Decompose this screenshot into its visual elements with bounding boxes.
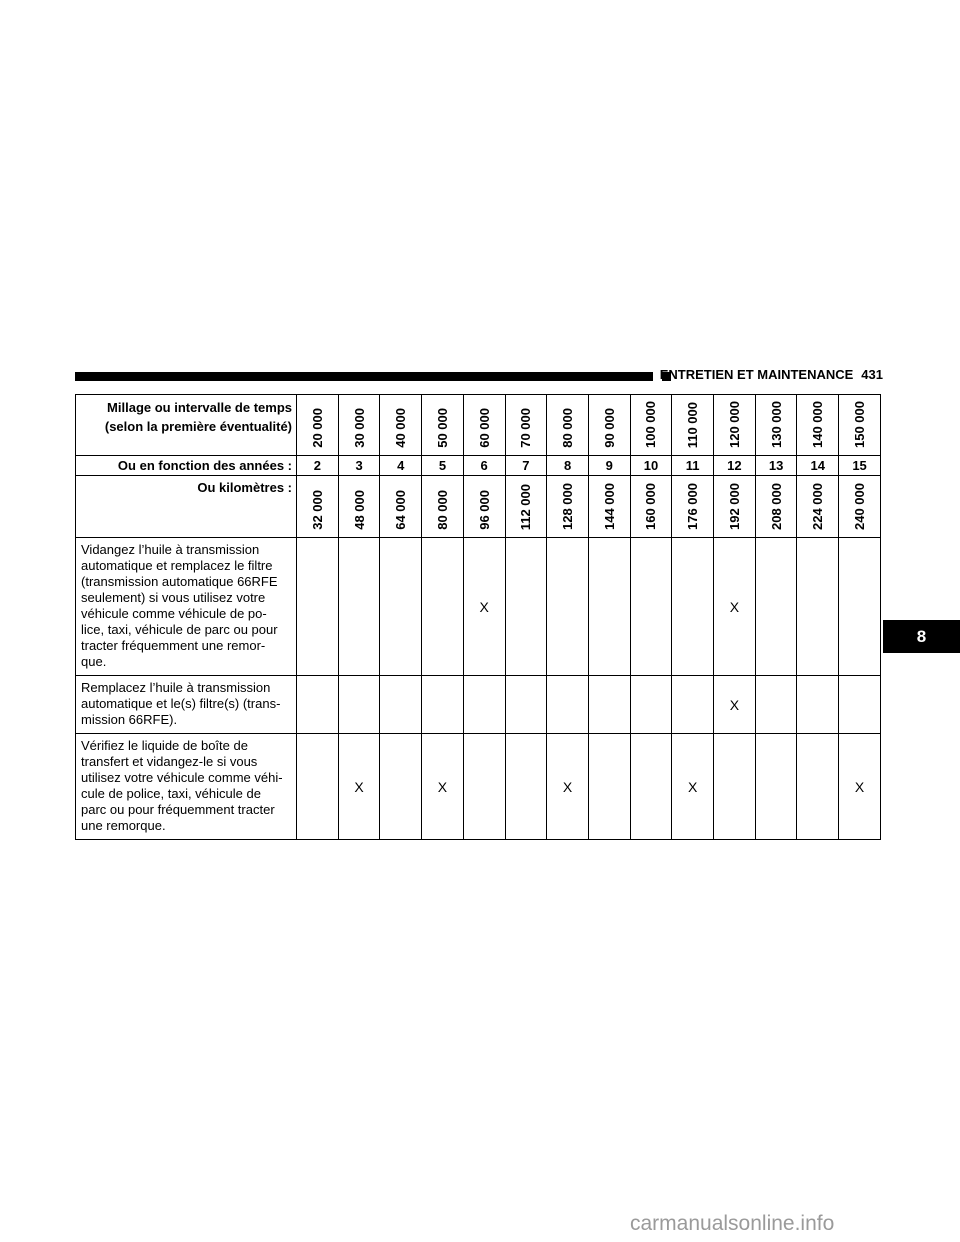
task-line: Vérifiez le liquide de boîte de [81,738,248,753]
years-row [76,456,881,476]
kilometers-cell [380,476,422,538]
mileage-value: 60 000 [476,408,492,448]
task-mark-cell [463,676,505,734]
kilometers-cell [547,476,589,538]
kilometers-cell [839,476,881,538]
task-line: véhicule comme véhicule de po- [81,606,267,621]
task-line: transfert et vidangez-le si vous [81,754,258,769]
task-mark-cell [547,676,589,734]
mileage-value: 90 000 [601,408,617,448]
mileage-value: 50 000 [434,408,450,448]
task-mark-cell [422,676,464,734]
mileage-value: 40 000 [393,408,409,448]
kilometers-value: 112 000 [518,483,534,530]
kilometers-value: 32 000 [309,490,325,530]
task-row [76,734,881,840]
task-mark-cell [630,676,672,734]
task-mark-cell [297,676,339,734]
task-line: Remplacez l’huile à transmission [81,680,271,695]
year-value: 6 [463,456,505,476]
mileage-cell [463,395,505,456]
task-mark-cell [797,538,839,676]
year-value: 13 [755,456,797,476]
kilometers-value: 160 000 [643,483,659,530]
task-line: automatique et remplacez le filtre [81,558,273,573]
mileage-cell [505,395,547,456]
task-mark-cell [797,734,839,840]
task-mark-cell [714,734,756,840]
task-line: seulement) si vous utilisez votre [81,590,266,605]
task-line: (transmission automatique 66RFE [81,574,278,589]
kilometers-value: 192 000 [726,483,742,530]
kilometers-cell [338,476,380,538]
year-value: 9 [588,456,630,476]
task-mark-cell [755,676,797,734]
year-value: 15 [839,456,881,476]
kilometers-value: 208 000 [768,483,784,530]
year-value: 5 [422,456,464,476]
task-mark-cell [672,676,714,734]
task-mark-cell [297,734,339,840]
task-mark-cell [630,734,672,840]
task-line: cule de police, taxi, véhicule de [81,786,261,801]
kilometers-value: 48 000 [351,490,367,530]
task-line: lice, taxi, véhicule de parc ou pour [81,622,278,637]
section-tab[interactable]: 8 [883,620,960,653]
task-mark-cell [755,734,797,840]
mileage-value: 30 000 [351,408,367,448]
mileage-cell [839,395,881,456]
task-mark-cell [547,538,589,676]
task-mark-cell [839,538,881,676]
kilometers-value: 80 000 [434,490,450,530]
mileage-cell [422,395,464,456]
task-description [76,734,297,840]
year-value: 12 [714,456,756,476]
page-header [75,366,883,386]
task-description [76,676,297,734]
kilometers-cell [797,476,839,538]
task-line: utilisez votre véhicule comme véhi- [81,770,283,785]
kilometers-label: Ou kilomètres : [76,476,297,538]
kilometers-value: 240 000 [852,483,868,530]
kilometers-cell [672,476,714,538]
mileage-cell [714,395,756,456]
task-row [76,538,881,676]
mileage-value: 140 000 [810,401,826,448]
year-value: 14 [797,456,839,476]
mileage-value: 120 000 [726,401,742,448]
header-rule [75,372,653,381]
kilometers-cell [463,476,505,538]
year-value: 8 [547,456,589,476]
task-mark-cell: X [672,734,714,840]
task-line: tracter fréquemment une remor- [81,638,266,653]
task-mark-cell: X [714,538,756,676]
year-value: 11 [672,456,714,476]
task-mark-cell [505,538,547,676]
mileage-cell [755,395,797,456]
year-value: 10 [630,456,672,476]
task-mark-cell [463,734,505,840]
kilometers-cell [422,476,464,538]
task-mark-cell [505,734,547,840]
year-value: 4 [380,456,422,476]
task-line: une remorque. [81,818,166,833]
task-line: mission 66RFE). [81,712,178,727]
task-mark-cell: X [839,734,881,840]
task-mark-cell [297,538,339,676]
task-row [76,676,881,734]
mileage-value: 110 000 [685,401,701,448]
task-mark-cell: X [422,734,464,840]
year-value: 2 [297,456,339,476]
task-mark-cell [338,538,380,676]
header-title [660,367,883,382]
kilometers-value: 224 000 [810,483,826,530]
task-line: parc ou pour fréquemment tracter [81,802,275,817]
mileage-value: 80 000 [560,408,576,448]
task-mark-cell [755,538,797,676]
mileage-value: 100 000 [643,401,659,448]
year-value: 3 [338,456,380,476]
mileage-label-line: (selon la première éventualité) [104,419,292,434]
task-mark-cell [588,538,630,676]
page-number: 431 [861,367,883,382]
mileage-cell [547,395,589,456]
kilometers-cell [714,476,756,538]
mileage-cell [672,395,714,456]
mileage-cell [338,395,380,456]
task-mark-cell [588,676,630,734]
section-title: ENTRETIEN ET MAINTENANCE [659,367,854,382]
task-mark-cell: X [463,538,505,676]
kilometers-value: 144 000 [601,483,617,530]
kilometers-row [76,476,881,538]
kilometers-value: 64 000 [393,490,409,530]
task-mark-cell [588,734,630,840]
task-mark-cell [505,676,547,734]
task-mark-cell: X [714,676,756,734]
task-mark-cell [672,538,714,676]
mileage-value: 130 000 [768,401,784,448]
kilometers-cell [755,476,797,538]
kilometers-value: 176 000 [685,483,701,530]
task-mark-cell [797,676,839,734]
kilometers-cell [505,476,547,538]
task-line: automatique et le(s) filtre(s) (trans- [81,696,281,711]
task-mark-cell [338,676,380,734]
kilometers-cell [630,476,672,538]
mileage-row [76,395,881,456]
task-mark-cell [380,734,422,840]
mileage-cell [588,395,630,456]
mileage-cell [797,395,839,456]
kilometers-value: 96 000 [476,490,492,530]
task-mark-cell: X [547,734,589,840]
task-mark-cell [380,676,422,734]
mileage-cell [297,395,339,456]
task-line: que. [81,654,107,669]
mileage-label-line: Millage ou intervalle de temps [107,400,292,415]
mileage-value: 70 000 [518,408,534,448]
kilometers-cell [297,476,339,538]
task-mark-cell [630,538,672,676]
mileage-cell [630,395,672,456]
mileage-cell [380,395,422,456]
mileage-value: 20 000 [309,408,325,448]
kilometers-cell [588,476,630,538]
task-mark-cell [380,538,422,676]
mileage-value: 150 000 [852,401,868,448]
task-description [76,538,297,676]
task-mark-cell [839,676,881,734]
task-mark-cell: X [338,734,380,840]
task-mark-cell [422,538,464,676]
mileage-label [76,395,297,456]
maintenance-schedule-table [75,394,881,840]
years-label: Ou en fonction des années : [76,456,297,476]
year-value: 7 [505,456,547,476]
watermark: carmanualsonline.info [630,1212,835,1235]
kilometers-value: 128 000 [560,483,576,530]
task-line: Vidangez l’huile à transmission [81,542,260,557]
